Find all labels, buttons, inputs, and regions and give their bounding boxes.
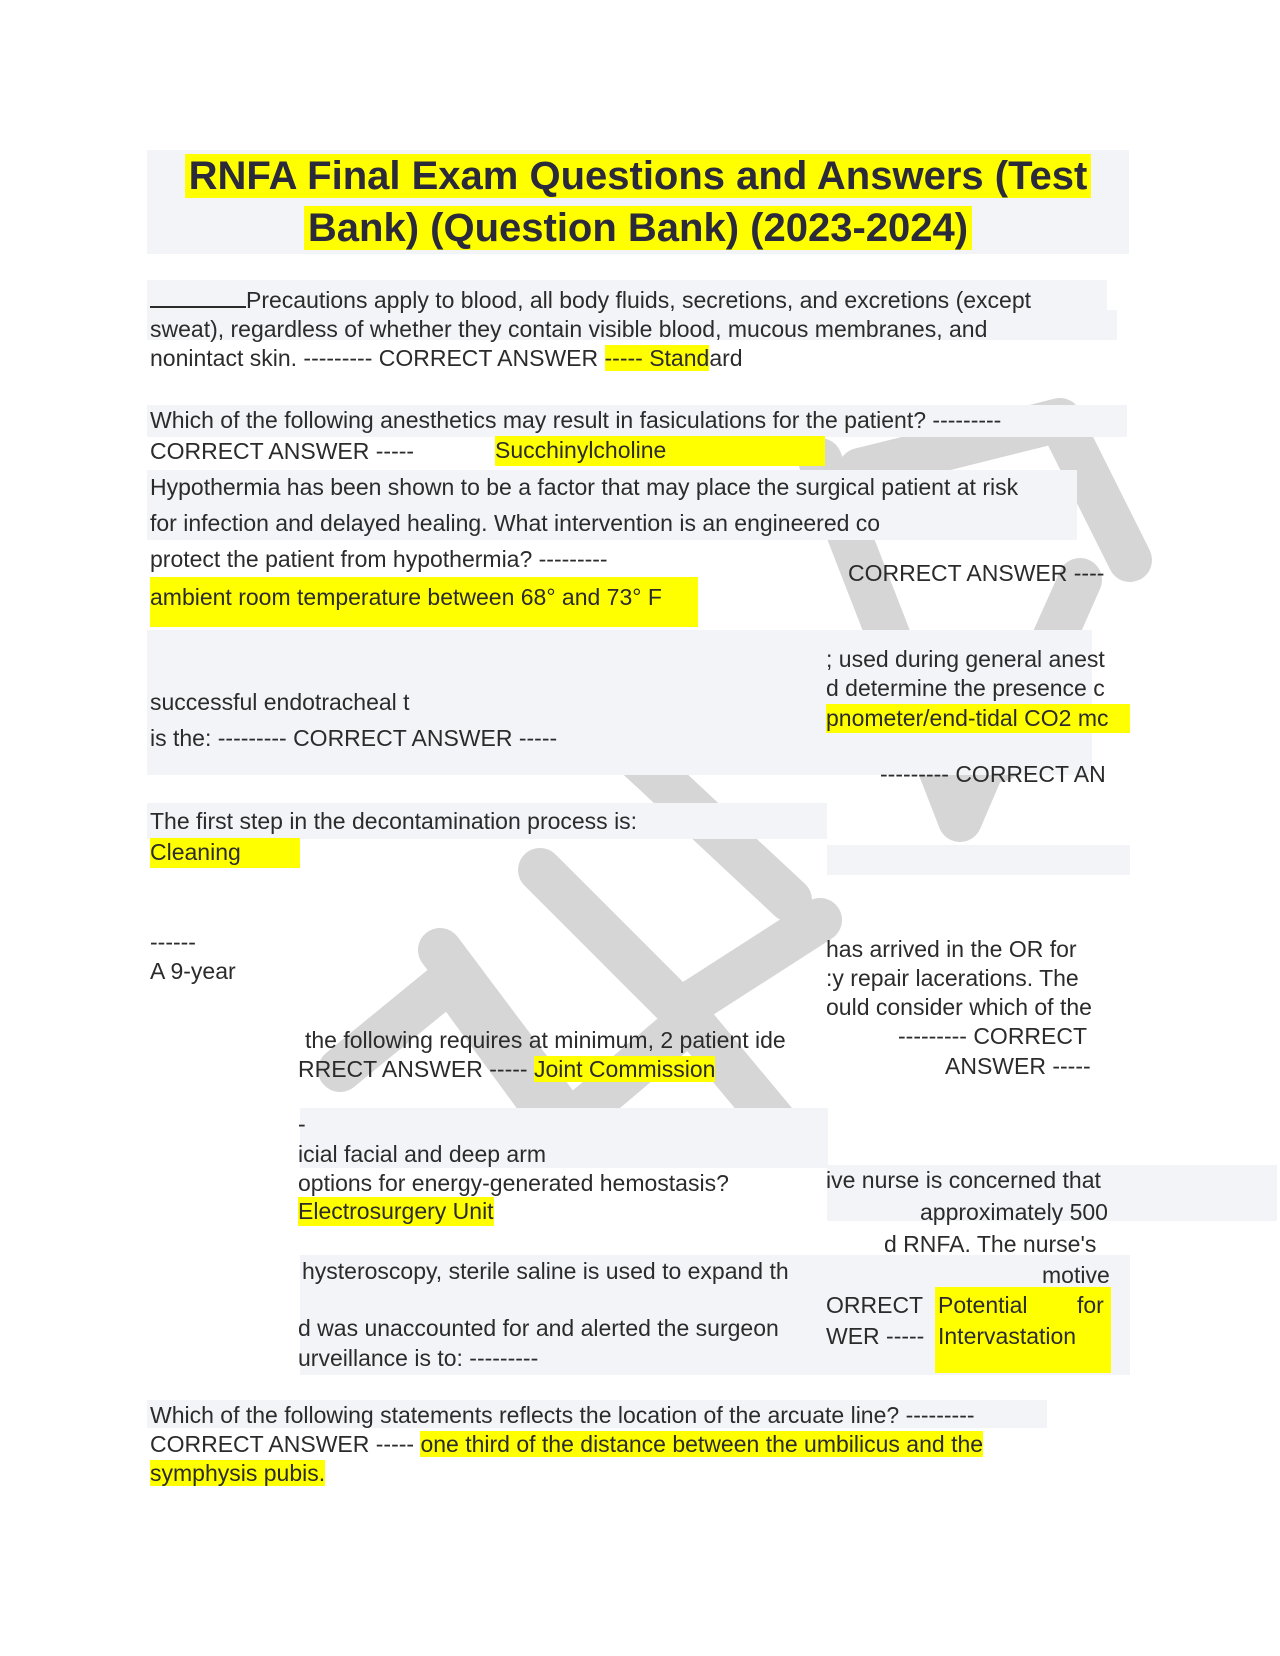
q4-left-line-2: is the: --------- CORRECT ANSWER ----- <box>150 725 558 751</box>
q4-left-line-1: successful endotracheal t <box>150 689 410 715</box>
q10-answer-line-1: one third of the distance between the umbilicus and the <box>420 1431 984 1457</box>
q9-right-line-1: ive nurse is concerned that <box>826 1167 1101 1193</box>
q9-right-line-4: motive <box>1042 1262 1110 1288</box>
q2-line-2: CORRECT ANSWER ----- <box>150 438 415 464</box>
q9-left-line-1: hysteroscopy, sterile saline is used to expand th <box>302 1258 789 1284</box>
q10-line-2: CORRECT ANSWER ----- one third of the distance between the umbilicus and the <box>150 1431 984 1457</box>
q6-right-line-3: ould consider which of the <box>826 994 1092 1020</box>
q7-line-2: RRECT ANSWER ----- Joint Commission <box>298 1056 716 1082</box>
q4-right-line-1: ; used during general anest <box>826 646 1105 672</box>
title-line-1: RNFA Final Exam Questions and Answers (Test <box>185 154 1092 198</box>
q7-line-1: the following requires at minimum, 2 patient ide <box>305 1027 786 1053</box>
q4-answer: pnometer/end-tidal CO2 mc <box>826 704 1130 733</box>
q10-answer-line-2: symphysis pubis. <box>150 1460 326 1486</box>
q9-answer-line-1a: Potential <box>938 1292 1028 1318</box>
q4-right-line-2: d determine the presence c <box>826 675 1105 701</box>
q5-answer: Cleaning <box>150 838 300 868</box>
q6-left: A 9-year <box>150 958 236 984</box>
q8-dash: - <box>298 1111 306 1137</box>
q6-right-line-2: :y repair lacerations. The <box>826 965 1079 991</box>
q3-right-label: CORRECT ANSWER ---- <box>848 560 1105 586</box>
q3-line-2: for infection and delayed healing. What intervention is an engineered co <box>150 510 881 536</box>
q10-line-3 <box>150 1459 325 1488</box>
q8-line-2: options for energy-generated hemostasis? <box>298 1170 729 1196</box>
q6-dashes: ------ <box>150 929 196 955</box>
q6-right-line-5: ANSWER ----- <box>945 1053 1091 1079</box>
q6-right-line-1: has arrived in the OR for <box>826 936 1077 962</box>
q2-line-1: Which of the following anesthetics may result in fasiculations for the patient? --------- <box>150 407 1002 433</box>
q9-right-line-6: WER ----- <box>826 1323 925 1349</box>
q9-answer-line-1b: for <box>1077 1292 1104 1318</box>
q9-left-line-3: urveillance is to: --------- <box>298 1345 539 1371</box>
q6-right-line-4: --------- CORRECT <box>898 1023 1088 1049</box>
q10-line-1: Which of the following statements reflects the location of the arcuate line? --------- <box>150 1402 975 1428</box>
q1-answer: ----- Stand <box>604 345 710 371</box>
q8-answer: Electrosurgery Unit <box>298 1198 494 1224</box>
q3-answer: ambient room temperature between 68° and 73° F <box>150 577 698 627</box>
q3-line-1: Hypothermia has been shown to be a factor that may place the surgical patient at risk <box>150 474 1019 500</box>
q9-right-line-3: d RNFA. The nurse's <box>884 1231 1097 1257</box>
q1-line-3: nonintact skin. --------- CORRECT ANSWER ----- Standard <box>150 345 743 371</box>
document-title <box>147 150 1129 254</box>
q3-line-3: protect the patient from hypothermia? --------- <box>150 546 608 572</box>
q8-line-1: icial facial and deep arm <box>298 1141 547 1167</box>
q5-line-1: The first step in the decontamination process is: <box>150 808 638 834</box>
q1-line-2: sweat), regardless of whether they contain visible blood, mucous membranes, and <box>150 316 988 342</box>
title-line-2: Bank) (Question Bank) (2023-2024) <box>304 206 972 250</box>
q9-right-line-5: ORRECT <box>826 1292 924 1318</box>
q1-line-1: Precautions apply to blood, all body fluids, secretions, and excretions (except <box>150 286 1031 315</box>
q2-answer: Succhinylcholine <box>495 436 825 466</box>
q4-right-line-3: --------- CORRECT AN <box>880 761 1106 787</box>
q9-left-line-2: d was unaccounted for and alerted the surgeon <box>298 1315 779 1341</box>
fill-in-blank <box>150 286 246 308</box>
q7-answer: Joint Commission <box>533 1056 716 1082</box>
q9-right-line-2: approximately 500 <box>920 1199 1108 1225</box>
q9-answer-line-2: Intervastation <box>938 1323 1077 1349</box>
